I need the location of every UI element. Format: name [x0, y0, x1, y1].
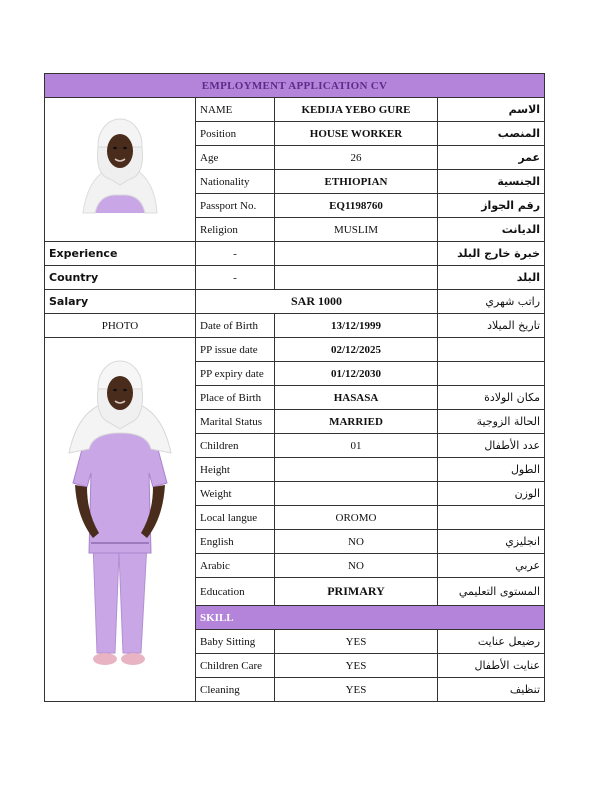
children-value: 01 [275, 434, 438, 458]
name-label: NAME [196, 98, 275, 122]
age-value: 26 [275, 146, 438, 170]
local-language-label: Local langue [196, 506, 275, 530]
education-label-ar: المستوى التعليمي [438, 578, 545, 606]
arabic-label: Arabic [196, 554, 275, 578]
pp-expiry-label-ar [438, 362, 545, 386]
skill-header: SKILL [196, 606, 545, 630]
nationality-value: ETHIOPIAN [275, 170, 438, 194]
nationality-label: Nationality [196, 170, 275, 194]
english-label-ar: انجليزي [438, 530, 545, 554]
english-label: English [196, 530, 275, 554]
experience-label: Experience [45, 242, 196, 266]
birthplace-label-ar: مكان الولادة [438, 386, 545, 410]
passport-label: Passport No. [196, 194, 275, 218]
arabic-value: NO [275, 554, 438, 578]
experience-empty [275, 242, 438, 266]
children-care-label: Children Care [196, 654, 275, 678]
height-value [275, 458, 438, 482]
salary-label-ar: راتب شهري [438, 290, 545, 314]
religion-value: MUSLIM [275, 218, 438, 242]
cleaning-label-ar: تنظيف [438, 678, 545, 702]
arabic-label-ar: عربي [438, 554, 545, 578]
salary-value: SAR 1000 [196, 290, 438, 314]
passport-label-ar: رقم الجواز [438, 194, 545, 218]
marital-value: MARRIED [275, 410, 438, 434]
full-body-photo [45, 338, 196, 702]
nationality-label-ar: الجنسية [438, 170, 545, 194]
children-care-value: YES [275, 654, 438, 678]
name-label-ar: الاسم [438, 98, 545, 122]
baby-sitting-label-ar: رضيعل عنايت [438, 630, 545, 654]
marital-label-ar: الحالة الزوجية [438, 410, 545, 434]
age-label-ar: عمر [438, 146, 545, 170]
birthplace-value: HASASA [275, 386, 438, 410]
passport-value: EQ1198760 [275, 194, 438, 218]
country-empty [275, 266, 438, 290]
local-language-label-ar [438, 506, 545, 530]
dob-label-ar: تاريخ الميلاد [438, 314, 545, 338]
full-body-image [55, 353, 185, 683]
head-photo [45, 98, 196, 242]
pp-issue-label: PP issue date [196, 338, 275, 362]
experience-value: - [196, 242, 275, 266]
pp-expiry-value: 01/12/2030 [275, 362, 438, 386]
pp-issue-label-ar [438, 338, 545, 362]
height-label-ar: الطول [438, 458, 545, 482]
dob-value: 13/12/1999 [275, 314, 438, 338]
position-value: HOUSE WORKER [275, 122, 438, 146]
education-value: PRIMARY [275, 578, 438, 606]
weight-label: Weight [196, 482, 275, 506]
name-value: KEDIJA YEBO GURE [275, 98, 438, 122]
position-label: Position [196, 122, 275, 146]
cv-title: EMPLOYMENT APPLICATION CV [45, 74, 545, 98]
children-care-label-ar: عنايت الأطفال [438, 654, 545, 678]
position-label-ar: المنصب [438, 122, 545, 146]
cleaning-label: Cleaning [196, 678, 275, 702]
children-label-ar: عدد الأطفال [438, 434, 545, 458]
pp-issue-value: 02/12/2025 [275, 338, 438, 362]
country-value: - [196, 266, 275, 290]
children-label: Children [196, 434, 275, 458]
country-label-ar: البلد [438, 266, 545, 290]
pp-expiry-label: PP expiry date [196, 362, 275, 386]
weight-label-ar: الوزن [438, 482, 545, 506]
experience-label-ar: خبرة خارج البلد [438, 242, 545, 266]
weight-value [275, 482, 438, 506]
age-label: Age [196, 146, 275, 170]
education-label: Education [196, 578, 275, 606]
cv-table [44, 73, 545, 702]
portrait-head-image [65, 113, 175, 223]
baby-sitting-label: Baby Sitting [196, 630, 275, 654]
local-language-value: OROMO [275, 506, 438, 530]
height-label: Height [196, 458, 275, 482]
cleaning-value: YES [275, 678, 438, 702]
religion-label: Religion [196, 218, 275, 242]
marital-label: Marital Status [196, 410, 275, 434]
birthplace-label: Place of Birth [196, 386, 275, 410]
photo-label: PHOTO [45, 314, 196, 338]
baby-sitting-value: YES [275, 630, 438, 654]
english-value: NO [275, 530, 438, 554]
country-label: Country [45, 266, 196, 290]
religion-label-ar: الديانت [438, 218, 545, 242]
dob-label: Date of Birth [196, 314, 275, 338]
salary-label: Salary [45, 290, 196, 314]
